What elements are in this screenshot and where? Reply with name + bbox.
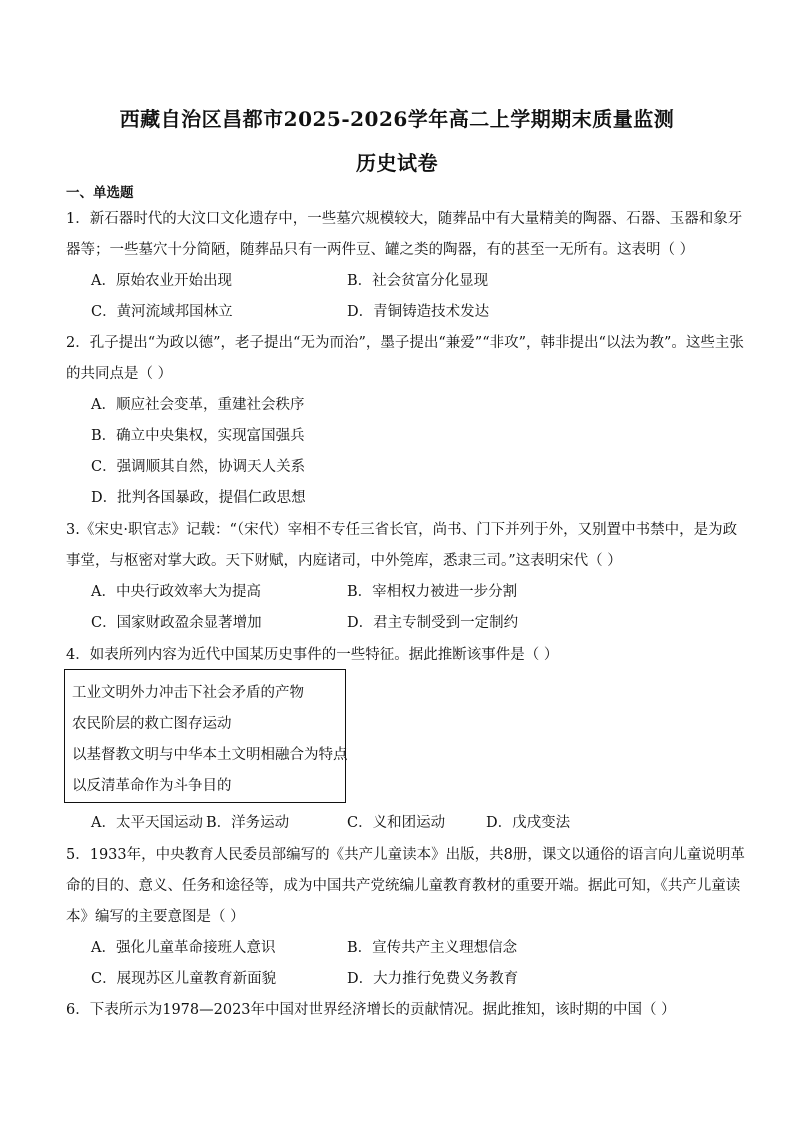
q4-option-b: B．洋务运动 <box>206 815 290 831</box>
q3-stem-line1: 3.《宋史·职官志》记载：“（宋代）宰相不专任三省长官，尚书、门下并列于外，又别置中书禁中，是为政 <box>66 522 738 538</box>
q4-option-a: A．太平天国运动 <box>91 815 203 831</box>
q4-option-d: D．戊戌变法 <box>486 815 571 831</box>
q3-option-d: D．君主专制受到一定制约 <box>347 615 519 631</box>
q4-feature-3: 以基督教文明与中华本土文明相融合为特点 <box>72 747 348 763</box>
q2-stem-line2: 的共同点是（ ） <box>66 366 173 382</box>
q1-option-d: D．青铜铸造技术发达 <box>347 304 490 320</box>
q4-feature-1: 工业文明外力冲击下社会矛盾的产物 <box>72 685 304 701</box>
q2-option-b: B．确立中央集权，实现富国强兵 <box>91 428 305 444</box>
q1-stem-line2: 器等；一些墓穴十分简陋，随葬品只有一两件豆、罐之类的陶器，有的甚至一无所有。这表明（ ） <box>66 242 695 258</box>
q2-option-a: A．顺应社会变革，重建社会秩序 <box>91 397 305 413</box>
q4-feature-table <box>64 669 346 803</box>
exam-title: 西藏自治区昌都市2025-2026学年高二上学期期末质量监测 <box>119 107 675 131</box>
q5-option-d: D．大力推行免费义务教育 <box>347 971 519 987</box>
exam-subtitle: 历史试卷 <box>356 151 438 175</box>
q4-feature-2: 农民阶层的救亡图存运动 <box>72 716 232 732</box>
q5-stem-line2: 命的目的、意义、任务和途径等，成为中国共产党统编儿童教育教材的重要开端。据此可知，《共产儿童读 <box>66 878 741 894</box>
q3-option-b: B．宰相权力被进一步分割 <box>347 584 518 600</box>
q5-option-a: A．强化儿童革命接班人意识 <box>91 940 276 956</box>
q2-option-c: C．强调顺其自然，协调天人关系 <box>91 459 306 475</box>
q4-option-c: C．义和团运动 <box>347 815 446 831</box>
q5-stem-line1: 5．1933年，中央教育人民委员部编写的《共产儿童读本》出版，共8册，课文以通俗的语言向儿童说明革 <box>66 847 745 863</box>
q5-option-b: B．宣传共产主义理想信念 <box>347 940 518 956</box>
q5-option-c: C．展现苏区儿童教育新面貌 <box>91 971 277 987</box>
q5-stem-line3: 本》编写的主要意图是（ ） <box>66 909 245 925</box>
q3-option-a: A．中央行政效率大为提高 <box>91 584 261 600</box>
q3-option-c: C．国家财政盈余显著增加 <box>91 615 262 631</box>
q1-option-c: C．黄河流域邦国林立 <box>91 304 233 320</box>
q4-feature-4: 以反清革命作为斗争目的 <box>72 778 232 794</box>
q1-option-a: A．原始农业开始出现 <box>91 273 232 289</box>
q1-option-b: B．社会贫富分化显现 <box>347 273 489 289</box>
q4-stem-line1: 4．如表所列内容为近代中国某历史事件的一些特征。据此推断该事件是（ ） <box>66 647 559 663</box>
q6-stem-line1: 6．下表所示为1978—2023年中国对世界经济增长的贡献情况。据此推知，该时期的中国（ ） <box>66 1002 676 1018</box>
q2-stem-line1: 2．孔子提出“为政以德”，老子提出“无为而治”，墨子提出“兼爱”“非攻”，韩非提出“以法为教”。这些主张 <box>66 335 744 351</box>
section-heading: 一、单选题 <box>66 185 134 201</box>
q1-stem-line1: 1．新石器时代的大汶口文化遗存中，一些墓穴规模较大，随葬品中有大量精美的陶器、石器、玉器和象牙 <box>66 211 743 227</box>
q2-option-d: D．批判各国暴政，提倡仁政思想 <box>91 490 306 506</box>
q3-stem-line2: 事堂，与枢密对掌大政。天下财赋，内庭诸司，中外筦库，悉隶三司。”这表明宋代（ ） <box>66 553 622 569</box>
